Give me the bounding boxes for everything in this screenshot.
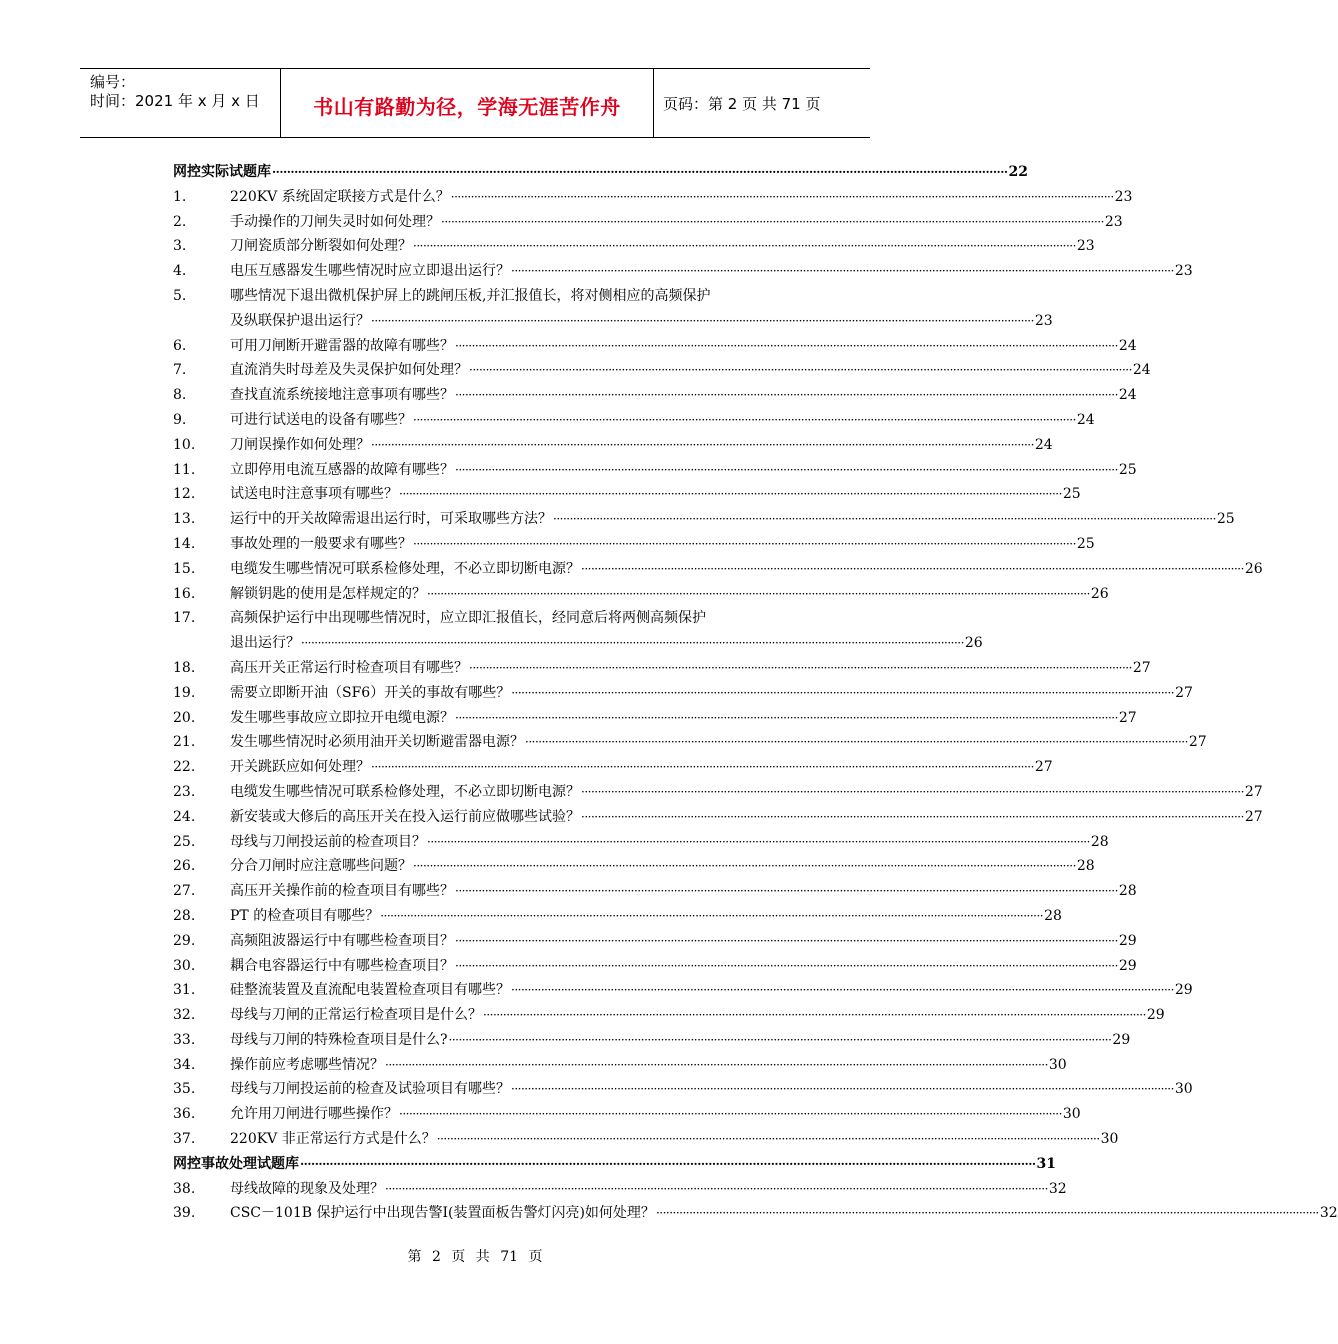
toc-entry[interactable] <box>173 358 1151 383</box>
toc-page-number: 27 <box>1244 808 1263 825</box>
toc-page-number: 26 <box>1090 585 1109 602</box>
toc-page-number: 26 <box>1244 560 1263 577</box>
toc-entry-title: 高压开关操作前的检查项目有哪些？ <box>230 883 454 900</box>
toc-entry-title: 电缆发生哪些情况可联系检修处理，不必立即切断电源？ <box>230 560 580 577</box>
toc-entry-number: 6. <box>173 337 187 354</box>
toc-entry[interactable] <box>173 904 1062 929</box>
toc-page-number: 25 <box>1062 486 1081 503</box>
toc-entry-number: 26. <box>173 858 196 875</box>
toc-entry[interactable] <box>173 1127 1119 1152</box>
toc-entry-title: 操作前应考虑哪些情况？ <box>230 1056 384 1073</box>
toc-page-number: 27 <box>1034 759 1053 776</box>
toc-section-entry[interactable] <box>173 160 1029 185</box>
toc-leader-dots: ········································································································································································································ <box>448 1032 1112 1047</box>
toc-leader-dots: ········································································································································································································ <box>455 338 1118 353</box>
toc-entry-title: 可进行试送电的设备有哪些？ <box>230 411 412 428</box>
toc-entry-body <box>230 656 1151 681</box>
toc-entry-body <box>230 582 1109 607</box>
page-header <box>80 68 870 138</box>
toc-leader-dots: ········································································································································································································ <box>511 983 1174 998</box>
toc-leader-dots: ········································································································································································································ <box>413 859 1076 874</box>
toc-entry-number: 33. <box>173 1031 196 1048</box>
toc-page-number: 29 <box>1112 1031 1131 1048</box>
toc-page-number: 25 <box>1216 511 1235 528</box>
toc-entry[interactable] <box>173 681 1193 706</box>
toc-entry-number: 28. <box>173 907 196 924</box>
toc-entry-body <box>230 954 1137 979</box>
toc-leader-dots: ········································································································································································································ <box>399 1107 1062 1122</box>
toc-entry-title: 手动操作的刀闸失灵时如何处理？ <box>230 213 440 230</box>
toc-page-number: 32 <box>1319 1205 1338 1222</box>
toc-leader-dots: ········································································································································································································ <box>455 958 1118 973</box>
toc-entry-body <box>230 482 1081 507</box>
toc-section-entry[interactable] <box>173 1152 1057 1177</box>
toc-entry-title: 立即停用电流互感器的故障有哪些？ <box>230 461 454 478</box>
toc-entry-number: 9. <box>173 411 187 428</box>
toc-entry-number: 27. <box>173 883 196 900</box>
toc-leader-dots: ········································································································································································································ <box>385 1057 1048 1072</box>
toc-leader-dots: ········································································································································································································ <box>455 933 1118 948</box>
toc-page-number: 28 <box>1090 833 1109 850</box>
toc-entry-title-continued <box>230 309 1053 334</box>
toc-entry-body <box>230 433 1053 458</box>
toc-entry-title: 新安装或大修后的高压开关在投入运行前应做哪些试验？ <box>230 808 580 825</box>
header-motto-cell <box>280 69 654 137</box>
toc-entry-number: 3. <box>173 238 187 255</box>
toc-entry[interactable] <box>173 1077 1193 1102</box>
toc-entry[interactable] <box>173 780 1263 805</box>
toc-page-number: 32 <box>1048 1180 1067 1197</box>
toc-entry[interactable] <box>173 830 1109 855</box>
toc-page-number: 30 <box>1048 1056 1067 1073</box>
toc-leader-dots: ········································································································································································································ <box>371 437 1034 452</box>
toc-page-number: 30 <box>1100 1131 1119 1148</box>
toc-entry-title: 哪些情况下退出微机保护屏上的跳闸压板,并汇报值长，将对侧相应的高频保护 <box>230 287 711 304</box>
toc-page-number: 24 <box>1118 337 1137 354</box>
toc-entry[interactable] <box>173 408 1095 433</box>
toc-entry-title: 事故处理的一般要求有哪些？ <box>230 535 412 552</box>
toc-entry-body <box>230 458 1137 483</box>
toc-entry-number: 5. <box>173 287 187 304</box>
toc-entry-number: 32. <box>173 1007 196 1024</box>
toc-page-number: 30 <box>1174 1081 1193 1098</box>
toc-entry[interactable] <box>173 706 1137 731</box>
toc-entry-number: 39. <box>173 1205 196 1222</box>
toc-entry-title: 刀闸误操作如何处理？ <box>230 436 370 453</box>
toc-leader-dots: ········································································································································································································ <box>301 636 964 651</box>
toc-entry-body <box>230 904 1062 929</box>
toc-entry[interactable] <box>173 557 1263 582</box>
toc-page-number: 24 <box>1034 436 1053 453</box>
toc-entry-body <box>230 259 1193 284</box>
toc-leader-dots: ········································································································································································································ <box>427 586 1090 601</box>
toc-page-number: 24 <box>1118 387 1137 404</box>
toc-entry-number: 22. <box>173 759 196 776</box>
toc-entry-title: 分合刀闸时应注意哪些问题？ <box>230 858 412 875</box>
toc-entry-title: 硅整流装置及直流配电装置检查项目有哪些？ <box>230 982 510 999</box>
toc-entry-body <box>230 730 1207 755</box>
toc-entry-number: 19. <box>173 684 196 701</box>
toc-page-number: 27 <box>1132 659 1151 676</box>
header-motto: 书山有路勤为径，学海无涯苦作舟 <box>313 95 621 119</box>
toc-entry[interactable] <box>173 532 1095 557</box>
toc-entry-number: 24. <box>173 808 196 825</box>
toc-page-number: 29 <box>1118 957 1137 974</box>
toc-entry-body <box>230 358 1151 383</box>
toc-entry-title: 发生哪些事故应立即拉开电缆电源？ <box>230 709 454 726</box>
toc-page-number: 23 <box>1174 263 1193 280</box>
toc-entry-body <box>230 532 1095 557</box>
toc-entry-title-continued <box>230 631 983 656</box>
toc-entry[interactable] <box>173 1028 1131 1053</box>
toc-entry[interactable] <box>173 656 1151 681</box>
toc-entry-body <box>173 160 1029 185</box>
toc-entry-title: 允许用刀闸进行哪些操作？ <box>230 1106 398 1123</box>
toc-entry-number: 25. <box>173 833 196 850</box>
toc-entry[interactable] <box>173 1053 1067 1078</box>
toc-page-number: 29 <box>1118 932 1137 949</box>
toc-page-number: 27 <box>1118 709 1137 726</box>
toc-entry-body <box>230 185 1133 210</box>
toc-page-number: 31 <box>1036 1155 1057 1172</box>
toc-entry-title: CSC－101B 保护运行中出现告警Ⅰ(装置面板告警灯闪亮)如何处理？ <box>230 1205 655 1222</box>
toc-entry-body <box>230 1028 1131 1053</box>
toc-entry-title: 220KV 非正常运行方式是什么？ <box>230 1131 436 1148</box>
toc-entry-body <box>230 805 1263 830</box>
toc-page-number: 28 <box>1076 858 1095 875</box>
toc-page-number: 23 <box>1076 238 1095 255</box>
toc-entry-number: 4. <box>173 263 187 280</box>
toc-leader-dots: ········································································································································································································ <box>483 1008 1146 1023</box>
toc-entry-number: 12. <box>173 486 196 503</box>
toc-entry[interactable] <box>173 1102 1081 1127</box>
toc-entry-body <box>230 1003 1165 1028</box>
toc-section-title: 网控事故处理试题库 <box>173 1155 299 1172</box>
toc-leader-dots: ········································································································································································································ <box>455 710 1118 725</box>
toc-leader-dots: ········································································································································································································ <box>655 1206 1319 1221</box>
toc-entry-body <box>230 755 1053 780</box>
toc-entry[interactable] <box>173 334 1137 359</box>
toc-entry-body <box>230 854 1095 879</box>
toc-leader-dots: ········································································································································································································ <box>581 784 1244 799</box>
toc-entry-body <box>230 383 1137 408</box>
toc-entry-title: 电缆发生哪些情况可联系检修处理，不必立即切断电源？ <box>230 783 580 800</box>
toc-entry-title: 试送电时注意事项有哪些？ <box>230 486 398 503</box>
toc-page-number: 23 <box>1104 213 1123 230</box>
toc-entry-title: 母线故障的现象及处理？ <box>230 1180 384 1197</box>
page-footer: 第 2 页 共 71 页 <box>407 1249 543 1265</box>
toc-entry[interactable] <box>173 482 1081 507</box>
toc-entry-body <box>230 1077 1193 1102</box>
toc-entry-title: 母线与刀闸的正常运行检查项目是什么？ <box>230 1007 482 1024</box>
toc-entry-body <box>230 929 1137 954</box>
toc-entry-number: 16. <box>173 585 196 602</box>
toc-entry-title-line2: 退出运行？ <box>230 635 300 652</box>
toc-leader-dots: ········································································································································································································ <box>581 809 1244 824</box>
toc-entry-number: 29. <box>173 932 196 949</box>
toc-entry-title: 高频保护运行中出现哪些情况时，应立即汇报值长，经同意后将两侧高频保护 <box>230 610 706 627</box>
toc-entry[interactable] <box>173 1177 1067 1202</box>
toc-entry-number: 31. <box>173 982 196 999</box>
toc-leader-dots: ········································································································································································································ <box>511 1082 1174 1097</box>
toc-page-number: 27 <box>1188 734 1207 751</box>
document-number-label: 编号： <box>90 73 136 91</box>
toc-page-number: 27 <box>1175 684 1193 701</box>
toc-entry-title: 运行中的开关故障需退出运行时，可采取哪些方法？ <box>230 511 552 528</box>
toc-entry-number: 18. <box>173 659 196 676</box>
toc-entry-body <box>230 284 1053 334</box>
toc-entry-body <box>230 1053 1067 1078</box>
toc-page-number: 28 <box>1044 907 1062 924</box>
toc-entry[interactable] <box>173 259 1193 284</box>
toc-entry-body <box>230 334 1137 359</box>
toc-entry[interactable] <box>173 854 1095 879</box>
toc-entry[interactable] <box>173 185 1133 210</box>
table-of-contents <box>173 160 1338 1226</box>
toc-entry-body <box>230 1177 1067 1202</box>
toc-entry-title: 耦合电容器运行中有哪些检查项目？ <box>230 957 454 974</box>
toc-entry[interactable] <box>173 805 1263 830</box>
toc-page-number: 23 <box>1114 188 1133 205</box>
toc-page-number: 29 <box>1174 982 1193 999</box>
toc-entry-body <box>230 1201 1338 1226</box>
toc-leader-dots: ········································································································································································································ <box>469 363 1132 378</box>
toc-entry-title: 开关跳跃应如何处理？ <box>230 759 370 776</box>
toc-leader-dots: ········································································································································································································ <box>469 660 1132 675</box>
toc-entry-number: 7. <box>173 362 187 379</box>
toc-entry-number: 13. <box>173 511 196 528</box>
toc-entry-title: 查找直流系统接地注意事项有哪些？ <box>230 387 454 404</box>
toc-page-number: 25 <box>1118 461 1137 478</box>
toc-entry-body <box>230 507 1235 532</box>
toc-leader-dots: ········································································································································································································ <box>371 313 1034 328</box>
toc-entry[interactable] <box>173 606 983 656</box>
toc-entry-body <box>230 780 1263 805</box>
toc-entry[interactable] <box>173 284 1053 334</box>
toc-page-number: 25 <box>1076 535 1095 552</box>
toc-entry-body <box>230 681 1193 706</box>
toc-entry-title: 220KV 系统固定联接方式是什么？ <box>230 188 450 205</box>
toc-leader-dots: ········································································································································································································ <box>455 388 1118 403</box>
toc-leader-dots: ········································································································································································································ <box>371 760 1034 775</box>
toc-entry-number: 1. <box>173 188 187 205</box>
toc-entry-body <box>230 408 1095 433</box>
toc-leader-dots: ········································································································································································································ <box>525 735 1188 750</box>
toc-entry-number: 2. <box>173 213 187 230</box>
toc-entry-body <box>230 557 1263 582</box>
toc-entry[interactable] <box>173 879 1137 904</box>
toc-page-number: 26 <box>964 635 983 652</box>
toc-leader-dots: ········································································································································································································ <box>272 165 1008 179</box>
toc-leader-dots: ········································································································································································································ <box>399 487 1062 502</box>
toc-entry-body <box>230 706 1137 731</box>
toc-leader-dots: ········································································································································································································ <box>455 462 1118 477</box>
toc-entry-title: 高频阻波器运行中有哪些检查项目？ <box>230 932 454 949</box>
toc-leader-dots: ········································································································································································································ <box>413 412 1076 427</box>
toc-entry-body <box>173 1152 1057 1177</box>
toc-entry[interactable] <box>173 458 1137 483</box>
toc-leader-dots: ········································································································································································································ <box>436 1132 1100 1147</box>
toc-entry-number: 36. <box>173 1106 196 1123</box>
toc-entry-number: 17. <box>173 610 196 627</box>
toc-leader-dots: ········································································································································································································ <box>581 561 1244 576</box>
toc-entry-body <box>230 830 1109 855</box>
toc-entry[interactable] <box>173 582 1109 607</box>
toc-entry-title: 母线与刀闸的特殊检查项目是什么? <box>230 1031 448 1048</box>
toc-leader-dots: ········································································································································································································ <box>450 189 1114 204</box>
toc-leader-dots: ········································································································································································································ <box>455 884 1118 899</box>
toc-entry-title: 电压互感器发生哪些情况时应立即退出运行？ <box>230 263 510 280</box>
toc-entry-body <box>230 1102 1081 1127</box>
toc-page-number: 29 <box>1146 1007 1165 1024</box>
toc-leader-dots: ········································································································································································································ <box>300 1156 1036 1171</box>
toc-entry-number: 37. <box>173 1131 196 1148</box>
toc-entry-title: PT 的检查项目有哪些？ <box>230 907 380 924</box>
toc-entry-body <box>230 210 1123 235</box>
toc-section-title: 网控实际试题库 <box>173 164 271 180</box>
toc-entry[interactable] <box>173 755 1053 780</box>
header-page-cell <box>653 69 870 137</box>
toc-entry[interactable] <box>173 433 1053 458</box>
toc-entry-number: 35. <box>173 1081 196 1098</box>
toc-page-number: 22 <box>1008 164 1029 180</box>
toc-entry[interactable] <box>173 929 1137 954</box>
toc-entry-number: 23. <box>173 783 196 800</box>
toc-entry-title: 母线与刀闸投运前的检查项目？ <box>230 833 426 850</box>
toc-entry-body <box>230 606 983 656</box>
toc-entry[interactable] <box>173 978 1193 1003</box>
toc-entry-number: 11. <box>173 461 196 478</box>
toc-entry[interactable] <box>173 1003 1165 1028</box>
toc-page-number: 28 <box>1118 883 1137 900</box>
toc-entry[interactable] <box>173 1201 1338 1226</box>
toc-leader-dots: ········································································································································································································ <box>413 239 1076 254</box>
toc-entry-title: 解锁钥匙的使用是怎样规定的？ <box>230 585 426 602</box>
toc-page-number: 23 <box>1034 312 1053 329</box>
toc-entry[interactable] <box>173 507 1235 532</box>
document-date: 时间：2021 年 x 月 x 日 <box>90 92 260 110</box>
toc-entry-title: 刀闸瓷质部分断裂如何处理？ <box>230 238 412 255</box>
header-meta <box>80 69 280 137</box>
toc-leader-dots: ········································································································································································································ <box>427 834 1090 849</box>
toc-entry-body <box>230 978 1193 1003</box>
toc-entry-number: 8. <box>173 387 187 404</box>
toc-entry-number: 15. <box>173 560 196 577</box>
toc-entry-title-line2: 及纵联保护退出运行？ <box>230 312 370 329</box>
toc-leader-dots: ········································································································································································································ <box>380 908 1044 923</box>
toc-leader-dots: ········································································································································································································ <box>511 264 1174 279</box>
toc-entry-number: 20. <box>173 709 196 726</box>
toc-leader-dots: ········································································································································································································ <box>553 512 1216 527</box>
toc-page-number: 27 <box>1244 783 1263 800</box>
toc-entry-number: 34. <box>173 1056 196 1073</box>
toc-entry[interactable] <box>173 383 1137 408</box>
toc-entry-number: 38. <box>173 1180 196 1197</box>
toc-leader-dots: ········································································································································································································ <box>441 214 1104 229</box>
toc-page-number: 24 <box>1132 362 1151 379</box>
toc-entry-title: 直流消失时母差及失灵保护如何处理？ <box>230 362 468 379</box>
toc-entry[interactable] <box>173 730 1207 755</box>
toc-entry-number: 14. <box>173 535 196 552</box>
toc-entry-number: 30. <box>173 957 196 974</box>
toc-entry-number: 10. <box>173 436 196 453</box>
toc-entry-number: 21. <box>173 734 196 751</box>
toc-entry-title: 需要立即断开油（SF6）开关的事故有哪些？ <box>230 684 511 701</box>
toc-entry-body <box>230 1127 1119 1152</box>
toc-entry-title: 母线与刀闸投运前的检查及试验项目有哪些？ <box>230 1081 510 1098</box>
toc-leader-dots: ········································································································································································································ <box>511 685 1175 700</box>
toc-entry[interactable] <box>173 234 1095 259</box>
toc-entry-title: 可用刀闸断开避雷器的故障有哪些？ <box>230 337 454 354</box>
toc-page-number: 30 <box>1062 1106 1081 1123</box>
toc-page-number: 24 <box>1076 411 1095 428</box>
header-page-number: 页码：第 2 页 共 71 页 <box>663 95 821 113</box>
toc-leader-dots: ········································································································································································································ <box>413 536 1076 551</box>
toc-entry-body <box>230 879 1137 904</box>
toc-entry[interactable] <box>173 954 1137 979</box>
toc-entry-title: 发生哪些情况时必须用油开关切断避雷器电源？ <box>230 734 524 751</box>
toc-entry[interactable] <box>173 210 1123 235</box>
toc-entry-title: 高压开关正常运行时检查项目有哪些？ <box>230 659 468 676</box>
toc-entry-body <box>230 234 1095 259</box>
toc-leader-dots: ········································································································································································································ <box>385 1181 1048 1196</box>
